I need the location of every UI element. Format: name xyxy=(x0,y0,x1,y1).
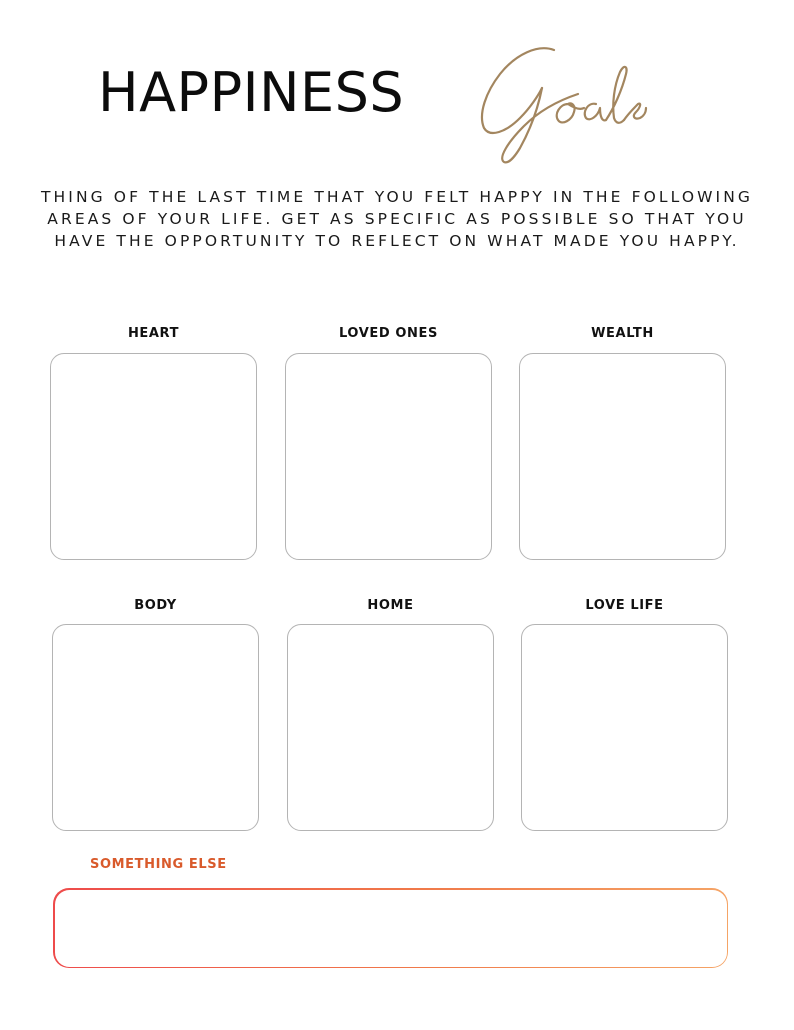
something-else-writing-box[interactable] xyxy=(53,888,728,968)
goals-script-drawing xyxy=(468,38,648,170)
something-else-box-inner xyxy=(55,890,727,967)
instructions-line-3: HAVE THE OPPORTUNITY TO REFLECT ON WHAT MADE YOU HAPPY. xyxy=(54,232,740,250)
instructions-line-1: THING OF THE LAST TIME THAT YOU FELT HAPPY IN THE FOLLOWING xyxy=(40,188,754,206)
page-title: HAPPINESS xyxy=(98,61,405,124)
body-writing-box[interactable] xyxy=(52,624,259,831)
heart-writing-box[interactable] xyxy=(50,353,257,560)
wealth-writing-box[interactable] xyxy=(519,353,726,560)
instructions-text xyxy=(0,186,794,252)
home-writing-box[interactable] xyxy=(287,624,494,831)
loved-ones-writing-box[interactable] xyxy=(285,353,492,560)
instructions-line-2: AREAS OF YOUR LIFE. GET AS SPECIFIC AS POSSIBLE SO THAT YOU xyxy=(47,210,747,228)
section-label-body: BODY xyxy=(134,598,177,613)
love-life-writing-box[interactable] xyxy=(521,624,728,831)
goals-script-lettering xyxy=(468,38,648,170)
section-label-heart: HEART xyxy=(127,326,180,341)
section-label-love-life: LOVE LIFE xyxy=(585,598,664,613)
section-label-home: HOME xyxy=(367,598,414,613)
section-label-wealth: WEALTH xyxy=(591,326,654,341)
section-label-loved-ones: LOVED ONES xyxy=(339,326,438,341)
section-label-something-else: SOMETHING ELSE xyxy=(90,857,227,872)
